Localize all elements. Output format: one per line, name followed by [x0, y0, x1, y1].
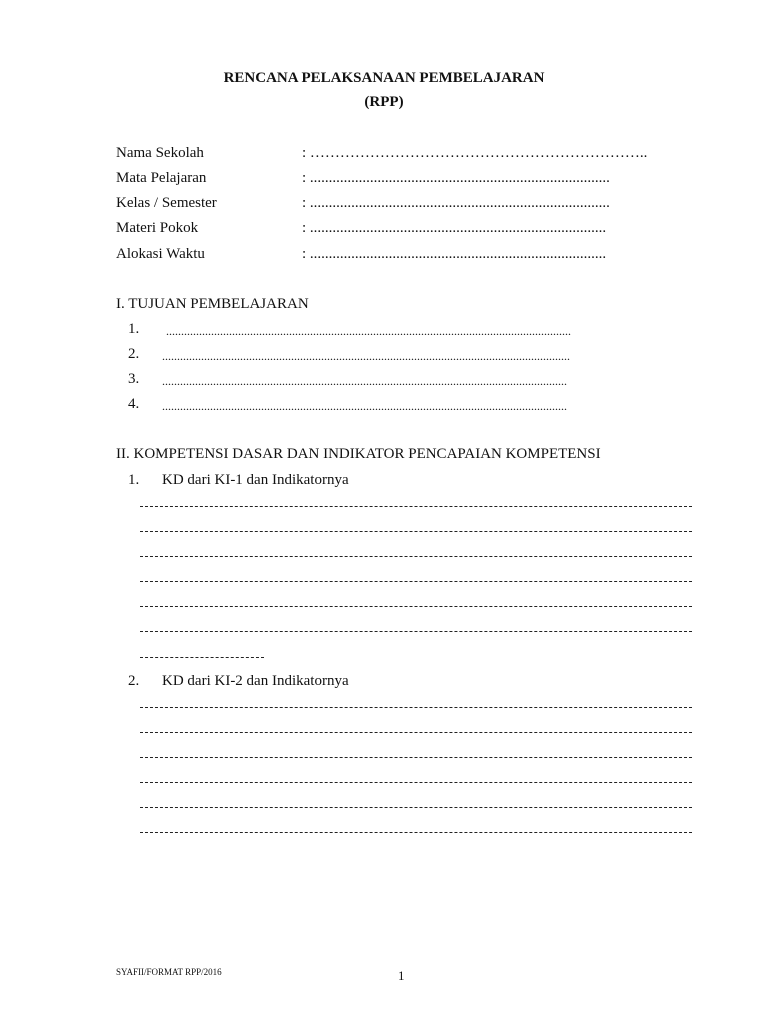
list-number: 1.	[128, 472, 140, 488]
page-number: 1	[398, 968, 405, 983]
fill-in-line: .......................................................................................................................................	[162, 399, 567, 413]
identity-value: : …………………………………………………………..	[302, 145, 648, 161]
fill-in-line: .......................................................................................................................................	[166, 324, 571, 338]
list-number: 3.	[128, 371, 140, 387]
identity-label: Materi Pokok	[116, 220, 199, 236]
dashed-line	[140, 732, 692, 733]
identity-value: : ...............................................................................	[302, 220, 607, 236]
document-title: RENCANA PELAKSANAAN PEMBELAJARAN	[223, 70, 545, 86]
dashed-line	[140, 581, 692, 582]
identity-label: Mata Pelajaran	[116, 170, 207, 186]
footer-label: SYAFII/FORMAT RPP/2016	[116, 967, 222, 977]
section-heading-kompetensi: II. KOMPETENSI DASAR DAN INDIKATOR PENCAPAIAN KOMPETENSI	[116, 446, 601, 462]
identity-value: : ................................................................................	[302, 195, 610, 211]
fill-in-line: ........................................................................................................................................	[162, 349, 570, 363]
dashed-line	[140, 531, 692, 532]
dashed-line	[140, 556, 692, 557]
section-heading-tujuan: I. TUJUAN PEMBELAJARAN	[116, 296, 309, 312]
dashed-line	[140, 657, 264, 658]
identity-label: Nama Sekolah	[116, 145, 204, 161]
subsection-label-ki1: KD dari KI-1 dan Indikatornya	[162, 472, 349, 488]
dashed-line	[140, 807, 692, 808]
identity-value: : ...............................................................................	[302, 246, 607, 262]
fill-in-line: .......................................................................................................................................	[162, 374, 567, 388]
dashed-line	[140, 782, 692, 783]
subsection-label-ki2: KD dari KI-2 dan Indikatornya	[162, 673, 349, 689]
dashed-line	[140, 631, 692, 632]
identity-label: Kelas / Semester	[116, 195, 217, 211]
list-number: 1.	[128, 321, 140, 337]
list-number: 4.	[128, 396, 140, 412]
identity-value: : ................................................................................	[302, 170, 610, 186]
dashed-line	[140, 757, 692, 758]
list-number: 2.	[128, 346, 140, 362]
document-subtitle: (RPP)	[364, 94, 404, 110]
dashed-line	[140, 707, 692, 708]
dashed-line	[140, 506, 692, 507]
dashed-line	[140, 832, 692, 833]
list-number: 2.	[128, 673, 140, 689]
dashed-line	[140, 606, 692, 607]
identity-label: Alokasi Waktu	[116, 246, 205, 262]
